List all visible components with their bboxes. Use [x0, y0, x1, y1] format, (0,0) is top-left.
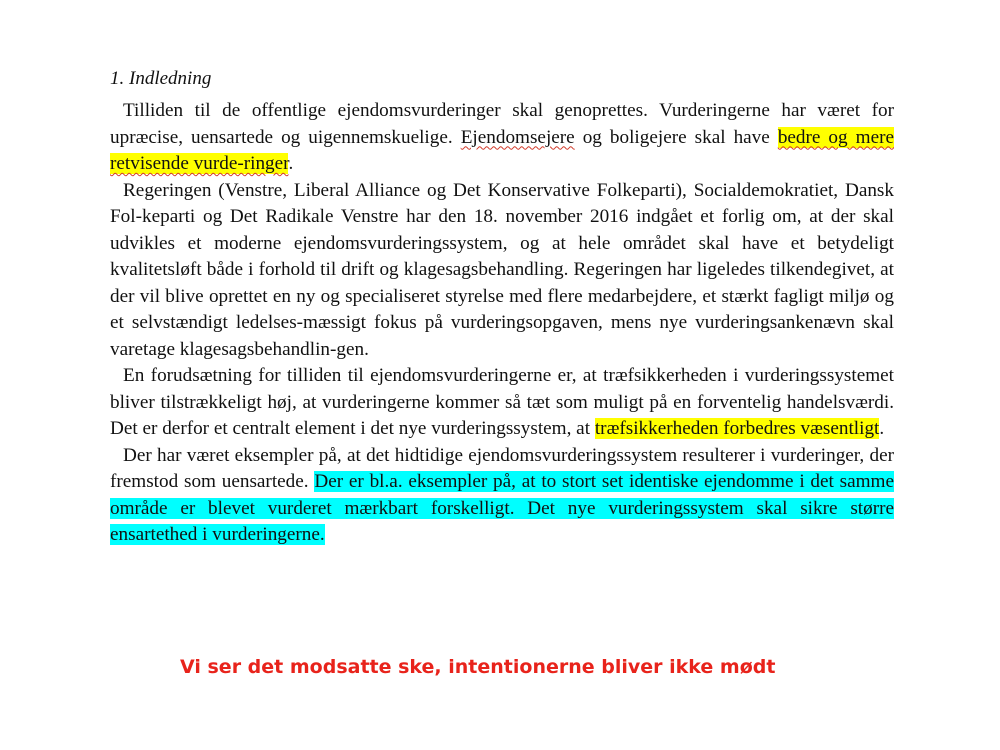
- paragraph-4-highlight: Der er bl.a. eksempler på, at to stort set identiske ejendomme i det samme område er blevet vurderet mærkbart forskelligt. Det nye vurderingssystem skal sikre større ensartethed i vurderingerne.: [110, 471, 895, 545]
- paragraph-3-highlight: træfsikkerheden forbedres væsentligt: [594, 418, 880, 439]
- paragraph-4: [110, 443, 894, 549]
- slide-caption: Vi ser det modsatte ske, intentionerne bliver ikke mødt: [180, 656, 776, 678]
- paragraph-1-highlight: bedre og mere retvisende vurde-ringer: [110, 126, 894, 174]
- paragraph-1-text-a: Tilliden til de offentlige ejendomsvurderinger skal genoprettes. Vurderingerne har været for upræcise, uensartede og uigennemskuelige.: [110, 100, 894, 148]
- paragraph-2-text: Regeringen (Venstre, Liberal Alliance og Det Konservative Folkeparti), Socialdemokratiet, Dansk Fol-keparti og Det Radikale Venstre har den 18. november 2016 indgået et forlig om, at der skal udvikles et moderne ejendomsvurderingssystem, og at hele området skal have et betydeligt kvalitetsløft både i forhold til drift og klagesagsbehandling. Regeringen har ligeledes tilkendegivet, at der vil blive oprettet en ny og specialiseret styrelse med flere medarbejdere, et stærkt fagligt miljø og et selvstændigt ledelses-mæssigt fokus på vurderingsopgaven, mens nye vurderingsankenævn skal varetage klagesagsbehandlin-gen.: [110, 179, 894, 360]
- paragraph-3-text-b: .: [879, 418, 885, 439]
- document-excerpt: [110, 66, 894, 549]
- section-heading: 1. Indledning: [110, 68, 212, 89]
- paragraph-2: [110, 178, 894, 364]
- paragraph-1-spellcheck-word: Ejendomsejere: [460, 126, 575, 148]
- paragraph-3: [110, 363, 894, 443]
- paragraph-1-text-c: .: [288, 153, 294, 174]
- paragraph-1-text-b: og boligejere skal have: [574, 126, 778, 148]
- paragraph-3-text-a: En forudsætning for tilliden til ejendomsvurderingerne er, at træfsikkerheden i vurderingssystemet bliver tilstrækkeligt høj, at vurderingerne kommer så tæt som muligt på en forventelig handelsværdi. Det er derfor et centralt element i det nye vurderingssystem, at: [110, 365, 894, 439]
- paragraph-1: [110, 98, 894, 178]
- paragraph-4-text: Der har været eksempler på, at det hidtidige ejendomsvurderingssystem resulterer i vurderinger, der fremstod som uensartede.: [110, 444, 894, 492]
